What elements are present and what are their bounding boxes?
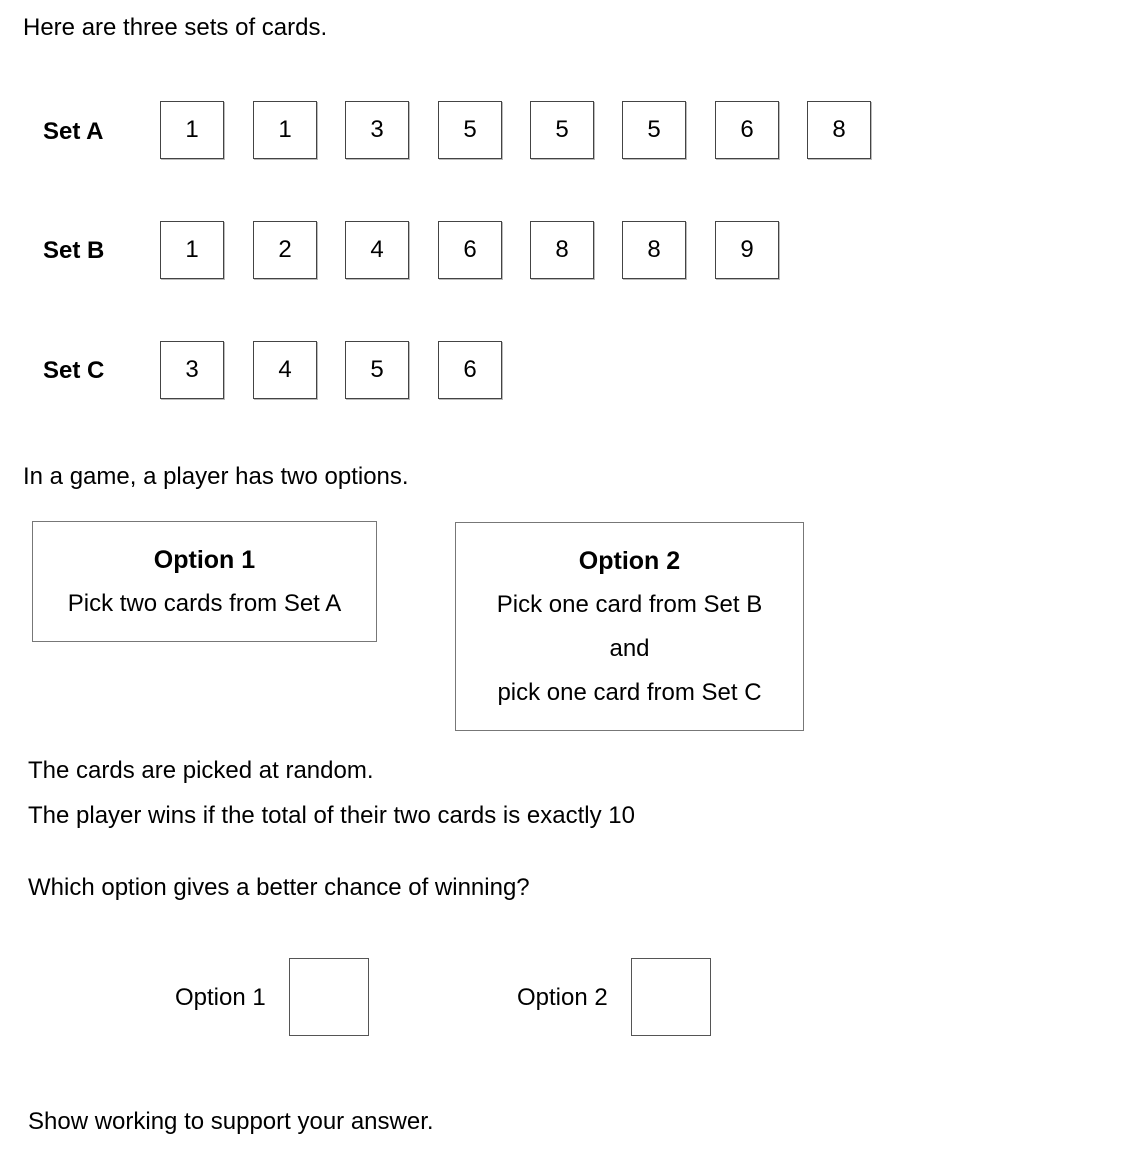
answer-option-2-label: Option 2: [517, 984, 608, 1011]
game-text: In a game, a player has two options.: [23, 463, 409, 490]
set-c-card: 6: [438, 341, 502, 399]
set-a-card: 5: [622, 101, 686, 159]
set-a-card: 5: [438, 101, 502, 159]
set-a-card: 6: [715, 101, 779, 159]
set-b-card: 8: [530, 221, 594, 279]
set-a-card: 8: [807, 101, 871, 159]
set-c-card: 5: [345, 341, 409, 399]
answer-option-1-label: Option 1: [175, 984, 266, 1011]
answer-option-1-checkbox[interactable]: [289, 958, 369, 1036]
set-b-card: 1: [160, 221, 224, 279]
win-text: The player wins if the total of their two cards is exactly 10: [28, 802, 635, 829]
set-c-label: Set C: [43, 357, 105, 384]
set-b-card: 6: [438, 221, 502, 279]
option-1-title: Option 1: [153, 546, 256, 574]
set-a-label: Set A: [43, 118, 104, 145]
set-b-label: Set B: [43, 237, 105, 264]
set-a-card: 3: [345, 101, 409, 159]
option-2-title: Option 2: [578, 547, 681, 575]
set-a-card: 5: [530, 101, 594, 159]
random-text: The cards are picked at random.: [28, 757, 374, 784]
option-2-line-2: and: [609, 635, 650, 662]
answer-option-2-checkbox[interactable]: [631, 958, 711, 1036]
set-a-card: 1: [160, 101, 224, 159]
option-1-box: [32, 521, 377, 642]
option-2-line-3: pick one card from Set C: [497, 679, 762, 706]
option-1-text: Pick two cards from Set A: [67, 590, 342, 617]
set-c-card: 4: [253, 341, 317, 399]
set-c-card: 3: [160, 341, 224, 399]
option-2-box: [455, 522, 804, 731]
set-b-card: 2: [253, 221, 317, 279]
set-b-card: 8: [622, 221, 686, 279]
set-b-card: 4: [345, 221, 409, 279]
set-b-card: 9: [715, 221, 779, 279]
set-a-card: 1: [253, 101, 317, 159]
option-2-line-1: Pick one card from Set B: [496, 591, 763, 618]
intro-text: Here are three sets of cards.: [23, 14, 328, 41]
question-text: Which option gives a better chance of winning?: [28, 874, 530, 901]
working-text: Show working to support your answer.: [28, 1108, 434, 1135]
